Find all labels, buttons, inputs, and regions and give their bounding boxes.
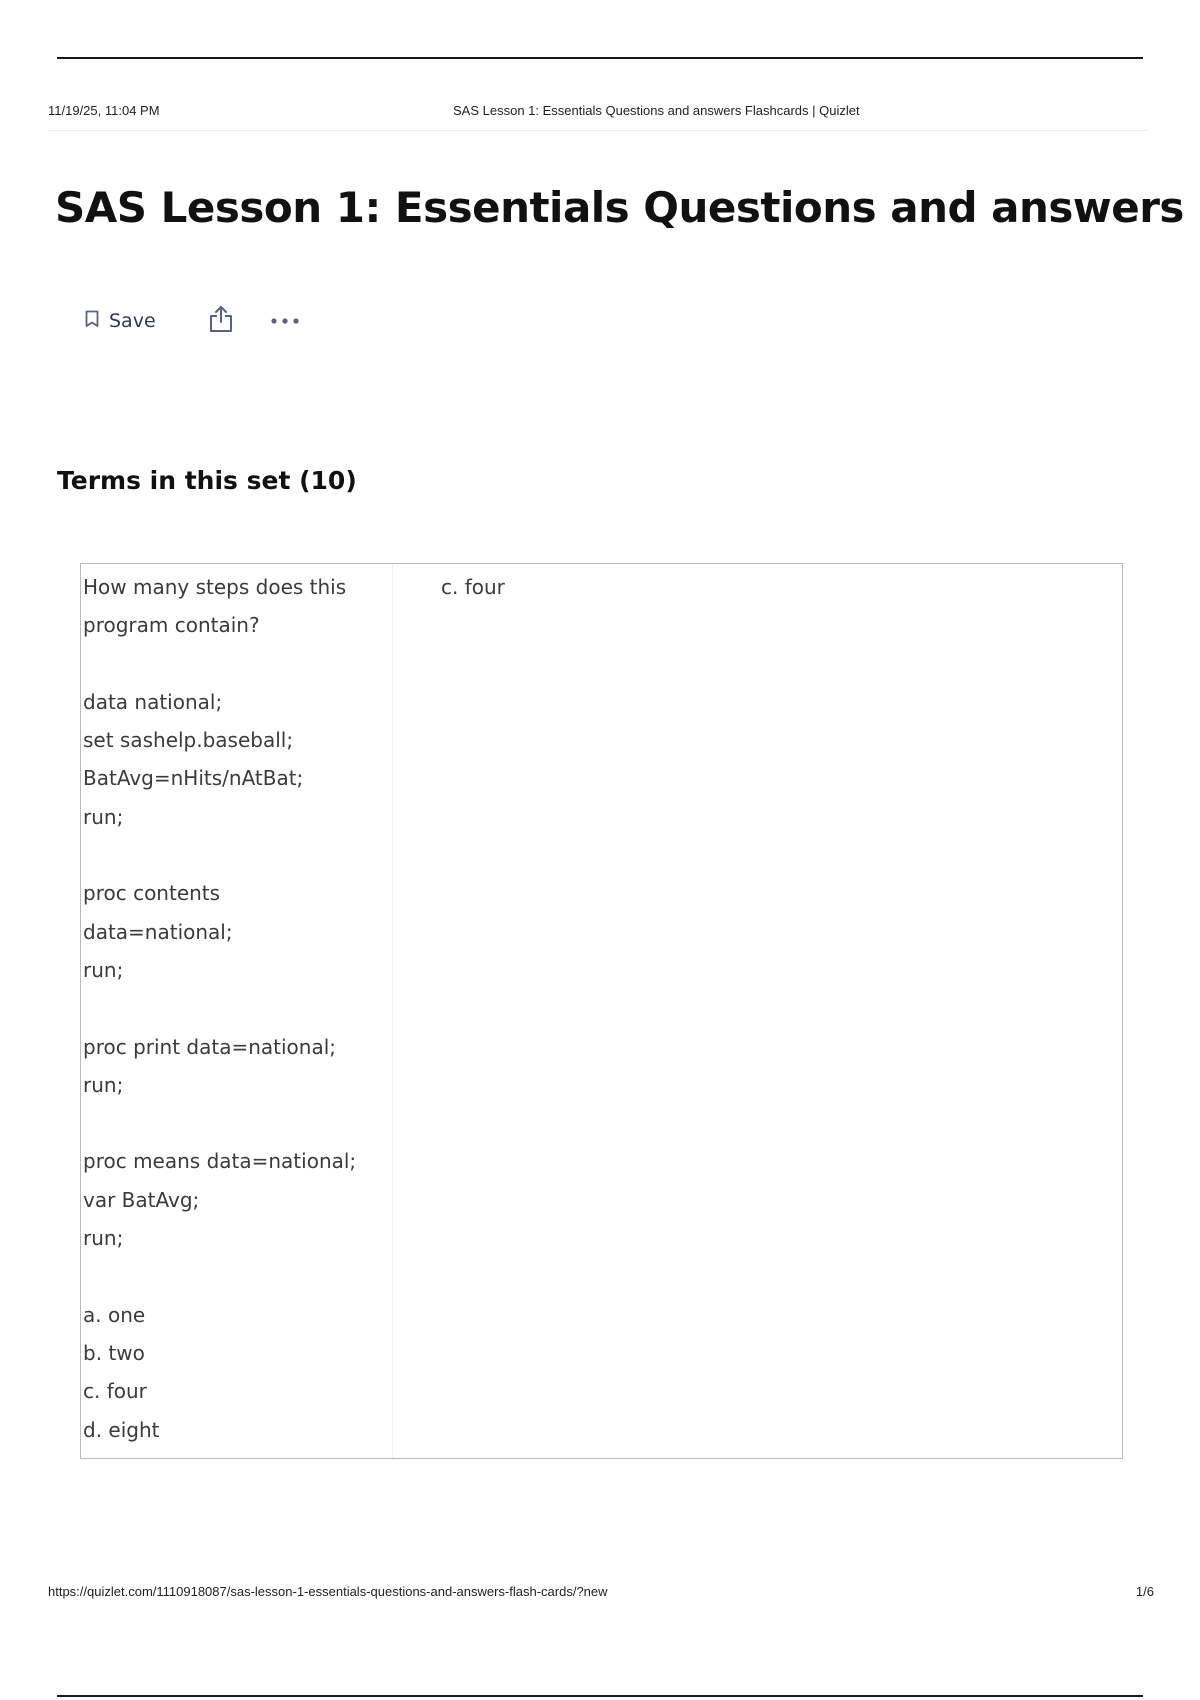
action-bar: [85, 303, 300, 339]
top-rule: [57, 57, 1143, 59]
term-line: proc means data=national;: [83, 1149, 357, 1174]
term-blank-line: [83, 645, 383, 683]
save-button[interactable]: [85, 310, 156, 333]
term-line: program contain?: [83, 613, 260, 638]
terms-heading: Terms in this set (10): [57, 466, 357, 495]
term-line: var BatAvg;: [83, 1187, 200, 1212]
print-document-title: SAS Lesson 1: Essentials Questions and answers Flashcards | Quizlet: [453, 103, 860, 118]
page-title: SAS Lesson 1: Essentials Questions and answers: [55, 183, 1184, 232]
term-line: set sashelp.baseball;: [83, 728, 294, 753]
print-header: [48, 103, 1148, 123]
term-line: a. one: [83, 1302, 146, 1327]
share-button[interactable]: [208, 305, 234, 338]
term-line: run;: [83, 1226, 124, 1251]
term-line: c. four: [83, 1379, 147, 1404]
term-line: run;: [83, 804, 124, 829]
term-card: [80, 563, 1123, 1459]
term-line: proc print data=national;: [83, 1034, 337, 1059]
bookmark-icon: [85, 310, 99, 333]
save-button-label: Save: [109, 310, 156, 332]
bottom-rule: [57, 1695, 1143, 1697]
term-line: b. two: [83, 1340, 145, 1365]
more-options-button[interactable]: [270, 312, 300, 330]
definition-text: c. four: [441, 575, 505, 599]
term-blank-line: [83, 989, 383, 1027]
term-blank-line: [83, 836, 383, 874]
header-divider: [48, 130, 1148, 131]
term-line: run;: [83, 957, 124, 982]
page-number: 1/6: [1135, 1584, 1154, 1599]
term-divider: [392, 564, 393, 1458]
print-datetime: 11/19/25, 11:04 PM: [48, 103, 160, 118]
term-blank-line: [83, 1257, 383, 1295]
term-line: data=national;: [83, 919, 233, 944]
share-icon: [208, 305, 234, 338]
term-line: proc contents: [83, 881, 221, 906]
term-line: How many steps does this: [83, 575, 347, 599]
term-line: BatAvg=nHits/nAtBat;: [83, 766, 304, 791]
term-line: d. eight: [83, 1417, 160, 1442]
term-line: data national;: [83, 689, 223, 714]
term-line: run;: [83, 1072, 124, 1097]
term-text: [83, 568, 383, 1449]
more-icon: [270, 312, 300, 330]
print-url: https://quizlet.com/1110918087/sas-lesson-1-essentials-questions-and-answers-flash-cards/?new: [48, 1584, 608, 1599]
term-blank-line: [83, 1104, 383, 1142]
